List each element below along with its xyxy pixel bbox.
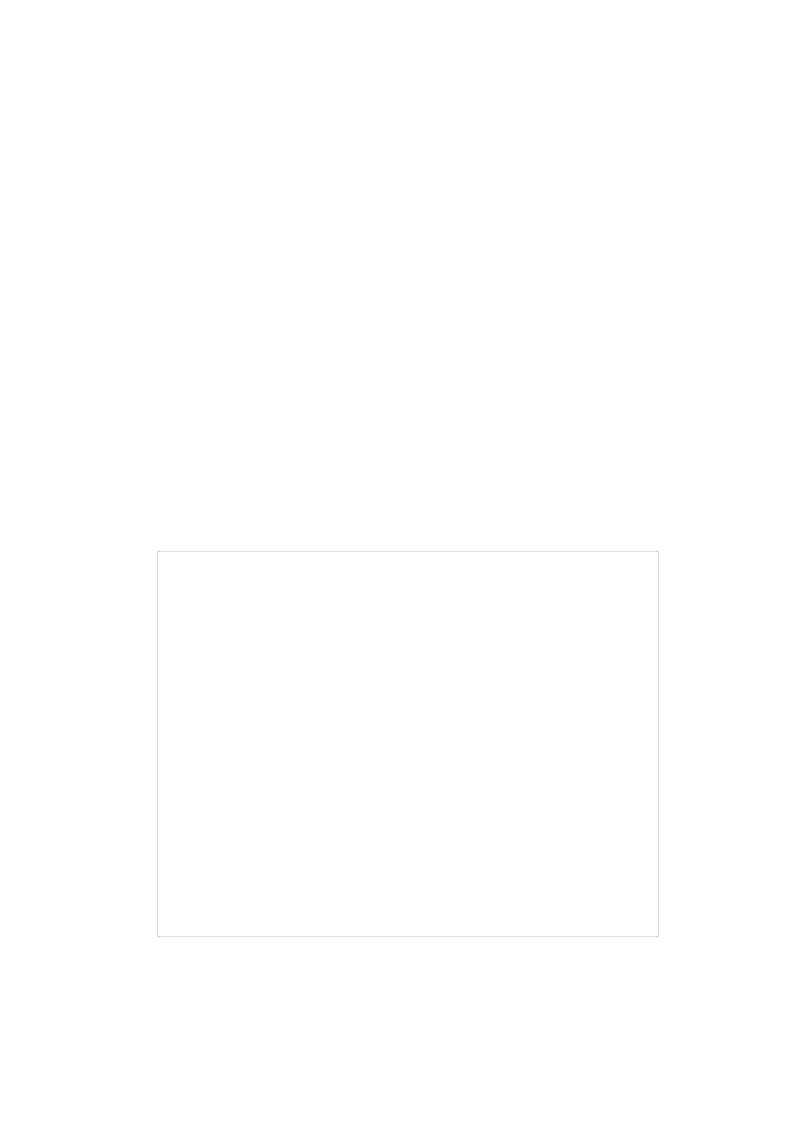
bar-chart — [157, 551, 659, 937]
